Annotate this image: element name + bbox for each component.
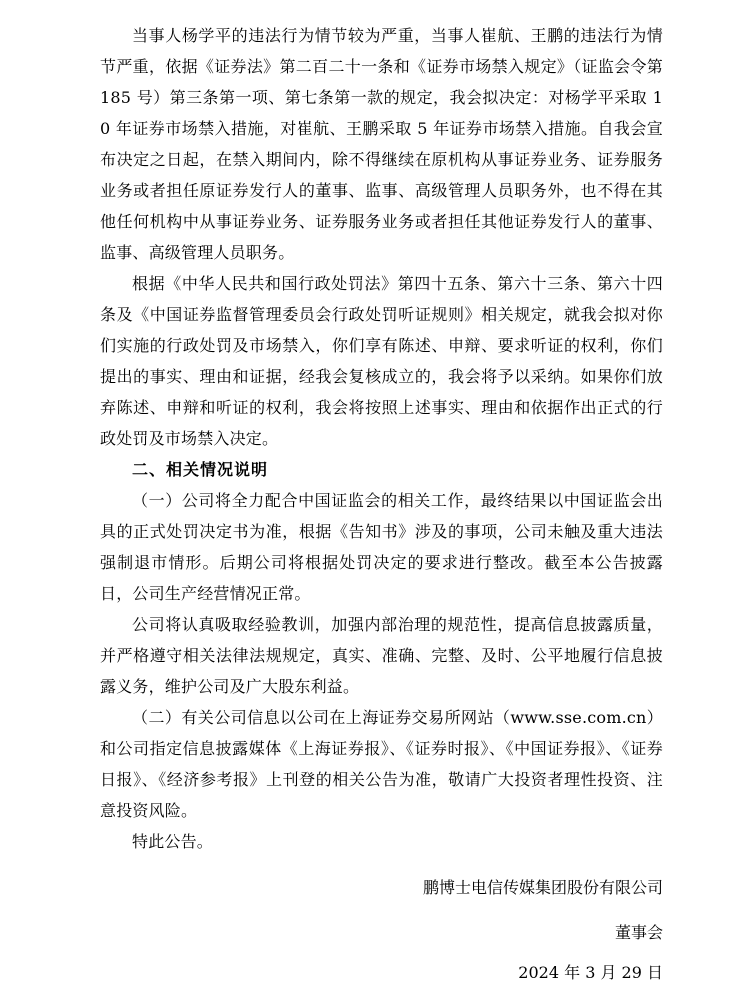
paragraph-closing: 特此公告。	[132, 832, 214, 851]
signature-date: 2024 年 3 月 29 日	[518, 963, 663, 982]
paragraph-item-1-cooperation: （一）公司将全力配合中国证监会的相关工作，最终结果以中国证监会出具的正式处罚决定书为准，根据《告知书》涉及的事项，公司未触及重大违法强制退市情形。后期公司将根据处罚决定的要求进行整改。截至本公告披露日，公司生产经营情况正常。	[100, 491, 663, 603]
document-body	[100, 20, 663, 988]
paragraph-hearing-rights: 根据《中华人民共和国行政处罚法》第四十五条、第六十三条、第六十四条及《中国证券监督管理委员会行政处罚听证规则》相关规定，就我会拟对你们实施的行政处罚及市场禁入，你们享有陈述、申辩、要求听证的权利，你们提出的事实、理由和证据，经我会复核成立的，我会将予以采纳。如果你们放弃陈述、申辩和听证的权利，我会将按照上述事实、理由和依据作出正式的行政处罚及市场禁入决定。	[100, 274, 663, 448]
paragraph-remediation: 公司将认真吸取经验教训，加强内部治理的规范性，提高信息披露质量，并严格遵守相关法律法规规定，真实、准确、完整、及时、公平地履行信息披露义务，维护公司及广大股东利益。	[100, 615, 663, 696]
signature-board-of-directors: 董事会	[614, 923, 663, 942]
paragraph-penalty-decision: 当事人杨学平的违法行为情节较为严重，当事人崔航、王鹏的违法行为情节严重，依据《证券法》第二百二十一条和《证券市场禁入规定》（证监会令第 185 号）第三条第一项、第七条第一款的规定，我会拟决定：对杨学平采取 10 年证券市场禁入措施，对崔航、王鹏采取 5 年证券市场禁入措施。自我会宣布决定之日起，在禁入期间内，除不得继续在原机构从事证券业务、证券服务业务或者担任原证券发行人的董事、监事、高级管理人员职务外，也不得在其他任何机构中从事证券业务、证券服务业务或者担任其他证券发行人的董事、监事、高级管理人员职务。	[100, 26, 663, 262]
section-heading-related-info: 二、相关情况说明	[132, 460, 269, 479]
signature-company-name: 鹏博士电信传媒集团股份有限公司	[422, 878, 663, 897]
paragraph-item-2-disclosure-media: （二）有关公司信息以公司在上海证券交易所网站（www.sse.com.cn）和公司指定信息披露媒体《上海证券报》、《证券时报》、《中国证券报》、《证券日报》、《经济参考报》上刊登的相关公告为准，敬请广大投资者理性投资、注意投资风险。	[100, 708, 663, 820]
